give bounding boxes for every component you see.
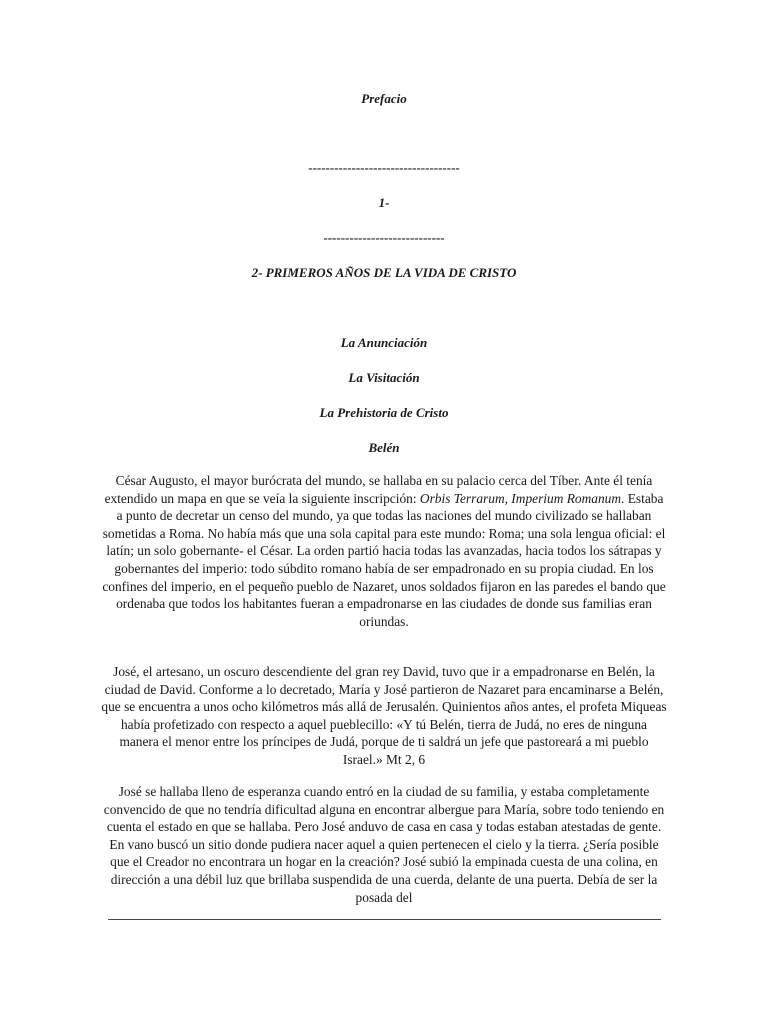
paragraph-text: César Augusto, el mayor burócrata del mundo, se hallaba en su palacio cerca del Tíber. Ante él tenía extendido un mapa en que se veía la siguiente inscripción: bbox=[104, 473, 653, 506]
subheading-anunciacion: La Anunciación bbox=[340, 335, 428, 350]
separator-line: ---------------------------- bbox=[323, 230, 445, 245]
body-paragraph: José, el artesano, un oscuro descendiente del gran rey David, tuvo que ir a empadronarse en Belén, la ciudad de David. Conforme a lo decretado, María y José partieron de Nazaret para encaminarse a Belén, que se encuentra a unos ocho kilómetros más allá de Jerusalén. Quinientos años antes, el profeta Miqueas había profetizado con respecto a aquel pueblecillo: «Y tú Belén, tierra de Judá, no eres de ninguna manera el menor entre los príncipes de Judá, porque de ti saldrá un jefe que pastoreará a mi pueblo Israel.» Mt 2, 6 bbox=[101, 664, 667, 767]
subheading-prehistoria: La Prehistoria de Cristo bbox=[319, 405, 449, 420]
subheading-belen: Belén bbox=[368, 440, 400, 455]
chapter-heading: 2- PRIMEROS AÑOS DE LA VIDA DE CRISTO bbox=[251, 265, 517, 280]
subheading-visitacion: La Visitación bbox=[348, 370, 420, 385]
section-heading-1: 1- bbox=[378, 195, 390, 210]
separator-line: ----------------------------------- bbox=[308, 160, 460, 175]
page-title: Prefacio bbox=[361, 91, 407, 106]
paragraph-text: . Estaba a punto de decretar un censo del mundo, ya que todas las naciones del mundo civilizado se hallaban sometidas a Roma. No había más que una sola capital para este mundo: Roma; una sola lengua oficial: el latín; un solo gobernante- el César. La orden partió hacia todas las avanzadas, hacia todos los sátrapas y gobernantes del imperio: todo súbdito romano había de ser empadronado en su propia ciudad. En los confines del imperio, en el pequeño pueblo de Nazaret, unos soldados fijaron en las paredes el bando que ordenaba que todos los habitantes fueran a empadronarse en las ciudades de donde sus familias eran oriundas. bbox=[102, 490, 666, 629]
page-bottom-rule bbox=[108, 919, 661, 920]
latin-inscription: Orbis Terrarum, Imperium Romanum bbox=[419, 490, 622, 506]
body-paragraph bbox=[100, 472, 668, 630]
body-paragraph: José se hallaba lleno de esperanza cuando entró en la ciudad de su familia, y estaba completamente convencido de que no tendría dificultad alguna en encontrar albergue para María, sobre todo teniendo en cuenta el estado en que se hallaba. Pero José anduvo de casa en casa y todas estaban atestadas de gente. En vano buscó un sitio donde pudiera nacer aquel a quien pertenecen el cielo y la tierra. ¿Sería posible que el Creador no encontrara un hogar en la creación? José subió la empinada cuesta de una colina, en dirección a una débil luz que brillaba suspendida de una cuerda, delante de una puerta. Debía de ser la posada del bbox=[103, 784, 665, 905]
